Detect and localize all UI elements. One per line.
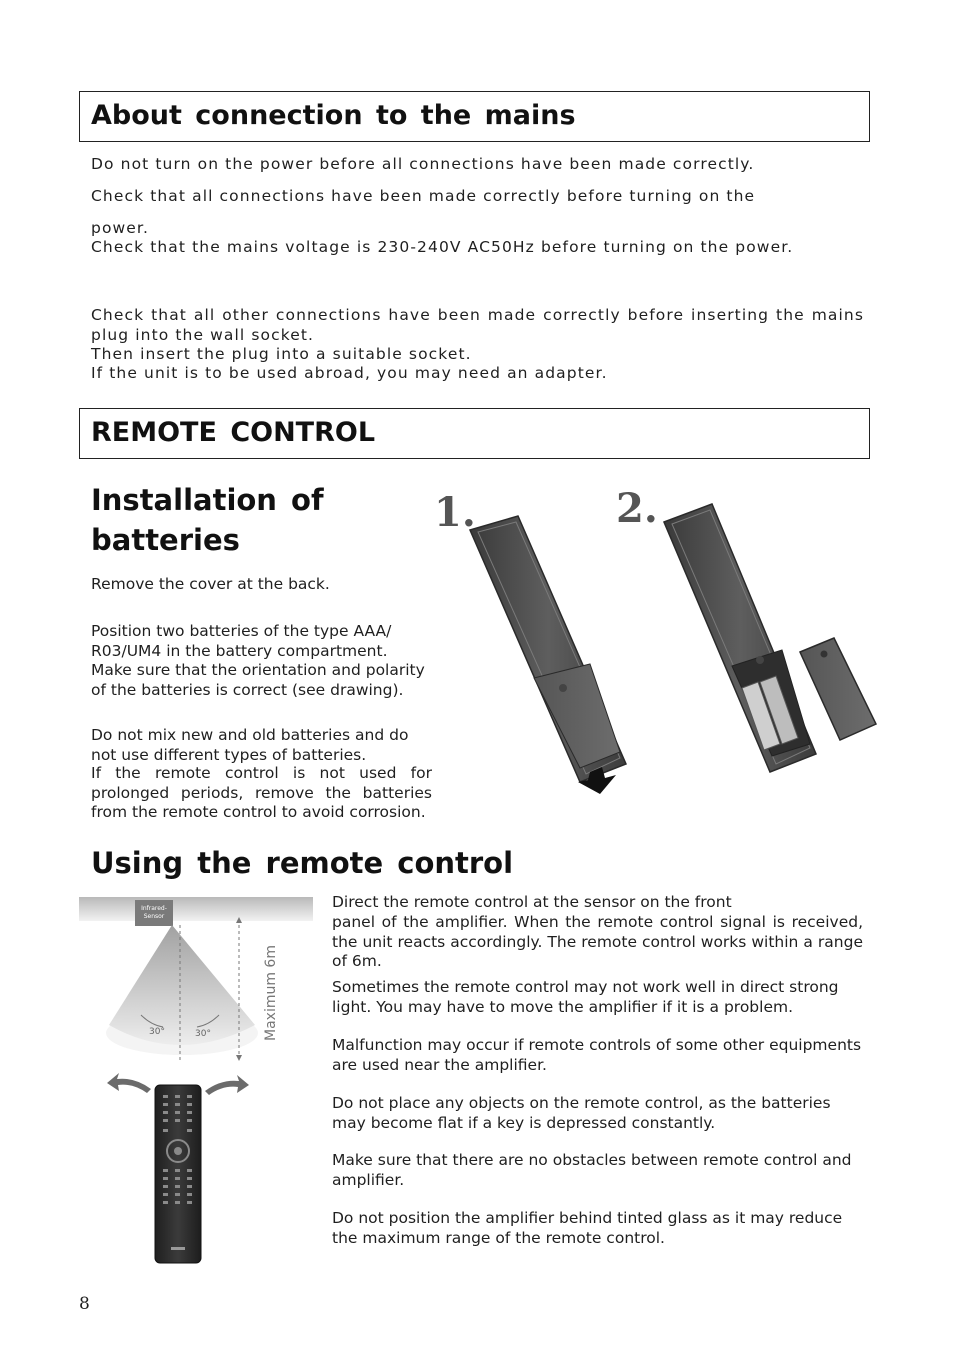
remote-control-front bbox=[155, 1085, 201, 1263]
battery-installation-illustration bbox=[430, 482, 880, 802]
sensor-label-line-2: Sensor bbox=[143, 913, 165, 920]
using-paragraph-2: Sometimes the remote control may not work well in direct strong light. You may have to move the amplifier if it is a problem. bbox=[332, 978, 839, 1016]
mains-paragraph-3: Check that the mains voltage is 230-240V AC50Hz before turning on the power. bbox=[91, 238, 794, 256]
mains-paragraph-6: If the unit is to be used abroad, you may need an adapter. bbox=[91, 364, 608, 382]
mains-paragraph-2a: Check that all connections have been made correctly before turning on the bbox=[91, 187, 756, 205]
batteries-paragraph-3: Do not mix new and old batteries and do not use different types of batteries. bbox=[91, 726, 409, 764]
mains-paragraph-5: Then insert the plug into a suitable socket. bbox=[91, 345, 472, 363]
batteries-paragraph-2: Position two batteries of the type AAA/ R03/UM4 in the battery compartment. Make sure that the orientation and polarity of the batteries is correct (see drawing). bbox=[91, 622, 425, 699]
using-paragraph-5: Make sure that there are no obstacles between remote control and amplifier. bbox=[332, 1151, 852, 1189]
maximum-range-label: Maximum 6m bbox=[263, 945, 279, 1041]
remote-range-diagram bbox=[79, 897, 313, 1269]
mains-paragraph-1: Do not turn on the power before all connections have been made correctly. bbox=[91, 155, 755, 173]
batteries-paragraph-4: If the remote control is not used for prolonged periods, remove the batteries from the remote control to avoid corrosion. bbox=[91, 764, 432, 821]
mains-heading: About connection to the mains bbox=[79, 91, 870, 142]
step-2-label: 2. bbox=[616, 485, 658, 532]
using-paragraph-4: Do not place any objects on the remote control, as the batteries may become flat if a key is depressed constantly. bbox=[332, 1094, 831, 1132]
using-title: Using the remote control bbox=[91, 846, 514, 880]
arrow-right-icon bbox=[205, 1075, 249, 1095]
mains-paragraph-2b: power. bbox=[91, 219, 150, 237]
using-paragraph-1a: Direct the remote control at the sensor on the front bbox=[332, 893, 732, 911]
sensor-label-line-1: Infrared- bbox=[141, 905, 167, 912]
remote-step-1 bbox=[470, 516, 626, 794]
battery-cover bbox=[800, 638, 876, 740]
remote-step-2 bbox=[664, 504, 876, 772]
angle-right-label: 30° bbox=[195, 1029, 211, 1039]
page-number: 8 bbox=[79, 1294, 90, 1314]
using-paragraph-6: Do not position the amplifier behind tinted glass as it may reduce the maximum range of the remote control. bbox=[332, 1209, 843, 1247]
step-1-label: 1. bbox=[434, 489, 476, 536]
using-paragraph-1b: panel of the amplifier. When the remote control signal is received, the unit reacts accordingly. The remote control works within a range of 6m. bbox=[332, 913, 863, 970]
batteries-paragraph-1: Remove the cover at the back. bbox=[91, 575, 330, 593]
angle-left-label: 30° bbox=[149, 1027, 165, 1037]
batteries-title: Installation of batteries bbox=[91, 483, 324, 557]
using-paragraph-3: Malfunction may occur if remote controls of some other equipments are used near the amplifier. bbox=[332, 1036, 862, 1074]
remote-control-heading: REMOTE CONTROL bbox=[79, 408, 870, 459]
arrow-left-icon bbox=[107, 1073, 151, 1093]
mains-paragraph-4: Check that all other connections have been made correctly before inserting the mains plug into the wall socket. bbox=[91, 306, 864, 344]
